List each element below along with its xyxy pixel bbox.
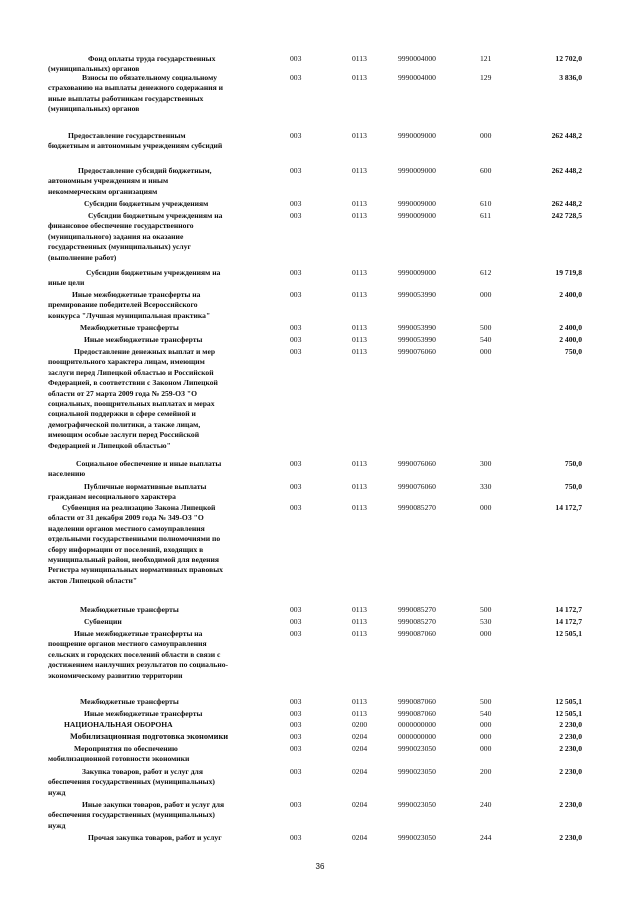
- row-amount: 2 230,0: [559, 767, 582, 776]
- section-code: 0113: [352, 323, 367, 332]
- section-code: 0113: [352, 629, 367, 638]
- target-article-code: 9990009000: [398, 268, 436, 277]
- expense-type-code: 200: [480, 767, 492, 776]
- ministry-code: 003: [290, 617, 302, 626]
- ministry-code: 003: [290, 767, 302, 776]
- section-code: 0204: [352, 732, 368, 741]
- row-name: Субсидии бюджетным учреждениям на иные цели: [48, 268, 221, 288]
- row-name: Иные межбюджетные трансферты: [84, 709, 203, 718]
- target-article-code: 9990087060: [398, 629, 436, 638]
- expense-type-code: 000: [480, 744, 492, 753]
- section-code: 0113: [352, 268, 367, 277]
- row-amount: 2 230,0: [559, 732, 582, 741]
- ministry-code: 003: [290, 166, 302, 175]
- row-amount: 2 230,0: [559, 720, 582, 729]
- row-amount: 19 719,8: [555, 268, 582, 277]
- expense-type-code: 000: [480, 131, 492, 140]
- expense-type-code: 240: [480, 800, 492, 809]
- row-name: Взносы по обязательному социальному страхованию на выплаты денежного содержания и иные выплаты работникам государственных (муниципальных) органов: [48, 73, 223, 114]
- section-code: 0113: [352, 54, 367, 63]
- ministry-code: 003: [290, 503, 302, 512]
- ministry-code: 003: [290, 199, 302, 208]
- ministry-code: 003: [290, 605, 302, 614]
- row-amount: 12 702,0: [555, 54, 582, 63]
- row-name: Предоставление субсидий бюджетным, автономным учреждениям и иным некоммерческим организациям: [48, 166, 212, 196]
- ministry-code: 003: [290, 290, 302, 299]
- target-article-code: 9990085270: [398, 617, 436, 626]
- expense-type-code: 000: [480, 347, 492, 356]
- section-code: 0204: [352, 800, 368, 809]
- row-name: Субвенции: [84, 617, 122, 626]
- ministry-code: 003: [290, 697, 302, 706]
- row-name: Закупка товаров, работ и услуг для обеспечения государственных (муниципальных) нужд: [48, 767, 215, 797]
- target-article-code: 9990053990: [398, 335, 436, 344]
- expense-type-code: 610: [480, 199, 492, 208]
- expense-type-code: 500: [480, 605, 492, 614]
- section-code: 0113: [352, 290, 367, 299]
- row-name: Предоставление денежных выплат и мер поощрительного характера лицам, имеющим заслуги перед Липецкой областью и Российской Федерацией, в соответствии с Законом Липецкой области от 27 марта 2009 года № 259-ОЗ "О социальных, поощрительных выплатах и мерах социальной поддержки в сфере семейной и демографической политики, а также лицам, имеющим особые заслуги перед Российской Федерацией и Липецкой областью": [48, 347, 218, 450]
- target-article-code: 9990087060: [398, 697, 436, 706]
- row-name: Межбюджетные трансферты: [80, 605, 179, 614]
- expense-type-code: 611: [480, 211, 492, 220]
- row-amount: 262 448,2: [551, 131, 582, 140]
- section-code: 0113: [352, 503, 367, 512]
- row-amount: 2 230,0: [559, 744, 582, 753]
- ministry-code: 003: [290, 54, 302, 63]
- ministry-code: 003: [290, 720, 302, 729]
- ministry-code: 003: [290, 459, 302, 468]
- section-code: 0113: [352, 347, 367, 356]
- row-name: Предоставление государственным бюджетным и автономным учреждениям субсидий: [48, 131, 223, 151]
- target-article-code: 9990009000: [398, 211, 436, 220]
- ministry-code: 003: [290, 709, 302, 718]
- section-code: 0113: [352, 166, 367, 175]
- row-amount: 12 505,1: [555, 709, 582, 718]
- expense-type-code: 300: [480, 459, 492, 468]
- ministry-code: 003: [290, 131, 302, 140]
- row-name: Иные межбюджетные трансферты на премирование победителей Всероссийского конкурса "Лучшая муниципальная практика": [48, 290, 211, 320]
- ministry-code: 003: [290, 73, 302, 82]
- ministry-code: 003: [290, 800, 302, 809]
- target-article-code: 9990053990: [398, 323, 436, 332]
- target-article-code: 9990023050: [398, 767, 436, 776]
- row-amount: 262 448,2: [551, 199, 582, 208]
- section-code: 0113: [352, 617, 367, 626]
- row-name: Субсидии бюджетным учреждениям на финансовое обеспечение государственного (муниципального) задания на оказание государственных (муниципальных) услуг (выполнение работ): [48, 211, 223, 262]
- target-article-code: 9990023050: [398, 800, 436, 809]
- section-code: 0113: [352, 335, 367, 344]
- row-name: Иные межбюджетные трансферты на поощрение органов местного самоуправления сельских и городских поселений области в связи с достижением наилучших результатов по социально- экономическому развитию территории: [48, 629, 229, 680]
- target-article-code: 9990009000: [398, 199, 436, 208]
- target-article-code: 9990053990: [398, 290, 436, 299]
- section-code: 0113: [352, 459, 367, 468]
- row-amount: 750,0: [564, 347, 582, 356]
- row-amount: 12 505,1: [555, 697, 582, 706]
- expense-type-code: 500: [480, 697, 492, 706]
- section-code: 0204: [352, 744, 368, 753]
- section-code: 0113: [352, 697, 367, 706]
- row-name: Фонд оплаты труда государственных (муниципальных) органов: [48, 54, 216, 74]
- row-name: Социальное обеспечение и иные выплаты населению: [48, 459, 222, 479]
- row-name: Межбюджетные трансферты: [80, 323, 179, 332]
- target-article-code: 9990009000: [398, 166, 436, 175]
- target-article-code: 9990009000: [398, 131, 436, 140]
- expense-type-code: 612: [480, 268, 492, 277]
- expense-type-code: 129: [480, 73, 492, 82]
- ministry-code: 003: [290, 335, 302, 344]
- expense-type-code: 330: [480, 482, 492, 491]
- row-name: Иные межбюджетные трансферты: [84, 335, 203, 344]
- row-amount: 14 172,7: [555, 605, 582, 614]
- row-amount: 2 400,0: [559, 335, 582, 344]
- row-name: Прочая закупка товаров, работ и услуг: [88, 833, 222, 842]
- section-code: 0113: [352, 73, 367, 82]
- page-number: 36: [315, 862, 325, 871]
- ministry-code: 003: [290, 744, 302, 753]
- expense-type-code: 000: [480, 732, 492, 741]
- row-name: НАЦИОНАЛЬНАЯ ОБОРОНА: [64, 720, 173, 729]
- row-name: Субвенция на реализацию Закона Липецкой области от 31 декабря 2009 года № 349-ОЗ "О наделении органов местного самоуправления отдельными государственными полномочиями по сбору информации от поселений, входящих в муниципальный район, необходимой для ведения Регистра муниципальных нормативных правовых актов Липецкой области": [48, 503, 223, 585]
- expense-type-code: 540: [480, 335, 492, 344]
- expense-type-code: 600: [480, 166, 492, 175]
- section-code: 0204: [352, 767, 368, 776]
- section-code: 0113: [352, 199, 367, 208]
- row-amount: 2 230,0: [559, 800, 582, 809]
- row-amount: 750,0: [564, 482, 582, 491]
- row-name: Субсидии бюджетным учреждениям: [84, 199, 209, 208]
- section-code: 0113: [352, 709, 367, 718]
- ministry-code: 003: [290, 732, 302, 741]
- ministry-code: 003: [290, 211, 302, 220]
- expense-type-code: 540: [480, 709, 492, 718]
- target-article-code: 9990085270: [398, 605, 436, 614]
- section-code: 0113: [352, 211, 367, 220]
- ministry-code: 003: [290, 323, 302, 332]
- expense-type-code: 000: [480, 720, 492, 729]
- row-name: Мероприятия по обеспечению мобилизационной готовности экономики: [48, 744, 190, 764]
- expense-type-code: 000: [480, 629, 492, 638]
- row-name: Публичные нормативные выплаты гражданам несоциального характера: [48, 482, 207, 502]
- target-article-code: 9990023050: [398, 833, 436, 842]
- row-name: Мобилизационная подготовка экономики: [70, 732, 229, 741]
- row-name: Межбюджетные трансферты: [80, 697, 179, 706]
- row-amount: 242 728,5: [551, 211, 582, 220]
- row-amount: 750,0: [564, 459, 582, 468]
- target-article-code: 0000000000: [398, 720, 436, 729]
- row-amount: 2 230,0: [559, 833, 582, 842]
- section-code: 0113: [352, 482, 367, 491]
- row-amount: 2 400,0: [559, 323, 582, 332]
- target-article-code: 9990004000: [398, 73, 436, 82]
- target-article-code: 9990023050: [398, 744, 436, 753]
- target-article-code: 0000000000: [398, 732, 436, 741]
- row-name: Иные закупки товаров, работ и услуг для обеспечения государственных (муниципальных) нужд: [48, 800, 225, 830]
- target-article-code: 9990076060: [398, 459, 436, 468]
- section-code: 0200: [352, 720, 368, 729]
- row-amount: 14 172,7: [555, 503, 582, 512]
- expense-type-code: 530: [480, 617, 492, 626]
- section-code: 0113: [352, 131, 367, 140]
- ministry-code: 003: [290, 629, 302, 638]
- row-amount: 14 172,7: [555, 617, 582, 626]
- section-code: 0113: [352, 605, 367, 614]
- ministry-code: 003: [290, 347, 302, 356]
- ministry-code: 003: [290, 268, 302, 277]
- expense-type-code: 244: [480, 833, 492, 842]
- expense-type-code: 121: [480, 54, 492, 63]
- row-amount: 3 836,0: [559, 73, 582, 82]
- row-amount: 2 400,0: [559, 290, 582, 299]
- target-article-code: 9990076060: [398, 482, 436, 491]
- expense-type-code: 000: [480, 290, 492, 299]
- ministry-code: 003: [290, 833, 302, 842]
- row-amount: 12 505,1: [555, 629, 582, 638]
- expense-type-code: 500: [480, 323, 492, 332]
- target-article-code: 9990085270: [398, 503, 436, 512]
- section-code: 0204: [352, 833, 368, 842]
- target-article-code: 9990004000: [398, 54, 436, 63]
- ministry-code: 003: [290, 482, 302, 491]
- target-article-code: 9990076060: [398, 347, 436, 356]
- row-amount: 262 448,2: [551, 166, 582, 175]
- expense-type-code: 000: [480, 503, 492, 512]
- target-article-code: 9990087060: [398, 709, 436, 718]
